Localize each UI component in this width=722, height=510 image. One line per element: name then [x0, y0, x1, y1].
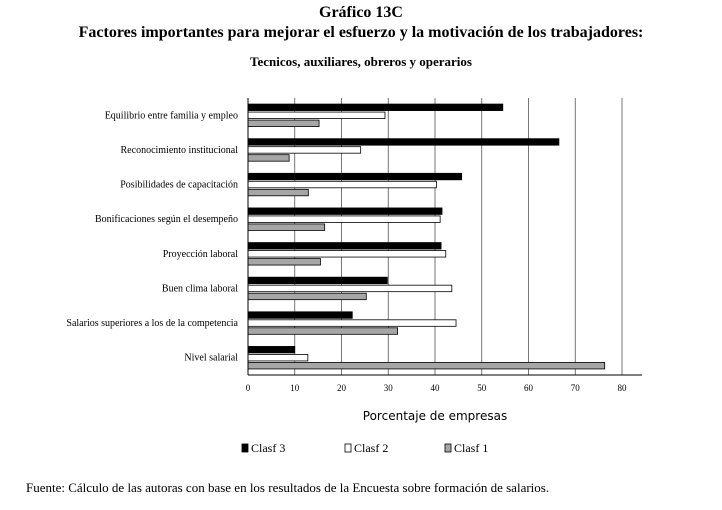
- bar-clasf-3: [248, 173, 462, 180]
- x-tick-label: 60: [524, 383, 533, 393]
- x-tick-label: 40: [430, 383, 440, 393]
- bar-clasf-3: [248, 243, 441, 250]
- category-label: Salarios superiores a los de la competencia: [66, 318, 238, 330]
- bar-clasf-1: [248, 293, 366, 300]
- bar-clasf-1: [248, 259, 320, 266]
- bar-clasf-1: [248, 155, 289, 162]
- x-tick-label: 10: [290, 383, 300, 393]
- x-tick-label: 50: [477, 383, 487, 393]
- bar-clasf-1: [248, 120, 319, 127]
- legend-swatch: [445, 444, 451, 452]
- bar-clasf-3: [248, 208, 442, 215]
- bar-clasf-2: [248, 112, 385, 119]
- legend-swatch: [345, 444, 351, 452]
- bar-clasf-3: [248, 139, 559, 146]
- x-axis-label: Porcentaje de empresas: [362, 409, 508, 423]
- category-label: Bonificaciones según el desempeño: [94, 214, 238, 226]
- bar-clasf-3: [248, 346, 295, 353]
- bar-clasf-3: [248, 277, 387, 284]
- x-tick-label: 0: [245, 383, 251, 393]
- bar-clasf-2: [248, 354, 308, 361]
- bar-clasf-2: [248, 147, 361, 154]
- bar-clasf-1: [248, 224, 325, 231]
- bar-clasf-2: [248, 285, 452, 292]
- x-tick-label: 20: [337, 383, 346, 393]
- legend-swatch: [242, 444, 248, 452]
- category-label: Buen clima laboral: [161, 283, 238, 295]
- bar-clasf-3: [248, 104, 503, 111]
- chart-subtitle: Factores importantes para mejorar el esfuerzo y la motivación de los trabajadores:: [78, 24, 644, 41]
- bar-clasf-2: [248, 181, 436, 188]
- legend-label: Clasf 2: [354, 441, 389, 455]
- chart-group-title: Tecnicos, auxiliares, obreros y operarios: [250, 54, 472, 69]
- bar-clasf-1: [248, 189, 308, 196]
- category-label: Equilibrio entre familia y empleo: [104, 110, 238, 122]
- bar-clasf-2: [248, 320, 456, 327]
- x-tick-label: 70: [570, 383, 580, 393]
- legend-label: Clasf 1: [454, 441, 489, 455]
- bar-clasf-1: [248, 328, 398, 335]
- category-label: Posibilidades de capacitación: [120, 179, 238, 191]
- bar-clasf-2: [248, 216, 440, 223]
- chart-title: Gráfico 13C: [319, 4, 403, 21]
- x-tick-label: 30: [383, 383, 393, 393]
- category-label: Nivel salarial: [184, 352, 238, 364]
- category-label: Proyección laboral: [162, 248, 238, 260]
- bar-clasf-1: [248, 362, 605, 369]
- source-note: Fuente: Cálculo de las autoras con base en los resultados de la Encuesta sobre formación de salarios.: [26, 480, 550, 495]
- x-tick-label: 80: [617, 383, 627, 393]
- bar-clasf-3: [248, 312, 352, 319]
- legend-label: Clasf 3: [251, 441, 286, 455]
- bar-clasf-2: [248, 251, 446, 258]
- category-label: Reconocimiento institucional: [120, 144, 238, 156]
